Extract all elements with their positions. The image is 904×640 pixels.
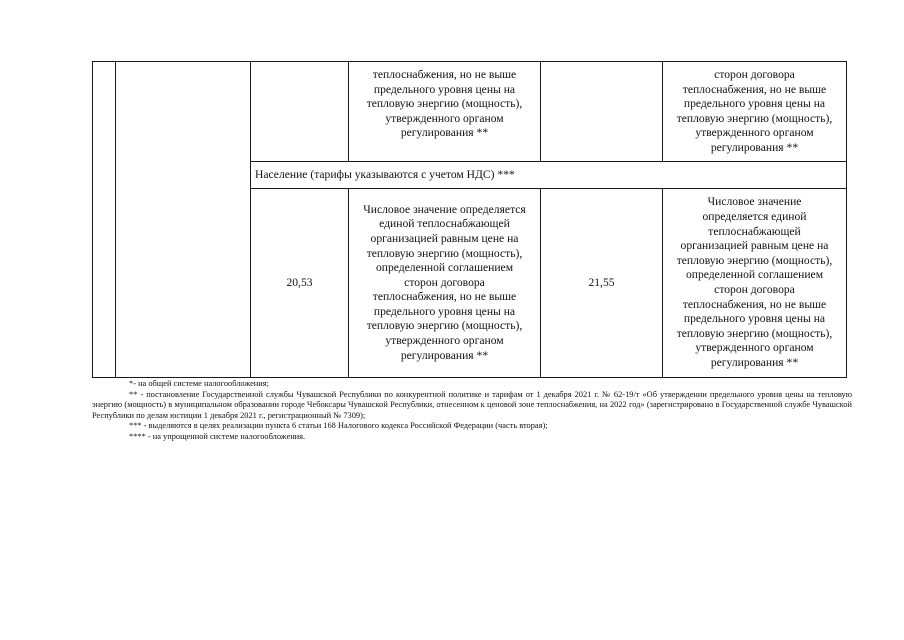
table-border-right — [846, 61, 847, 378]
section-header-population: Население (тарифы указываются с учетом НДС) *** — [255, 167, 515, 181]
row2-value-1: 20,53 — [286, 275, 313, 289]
row1-price-description-2: сторон договора теплоснабжения, но не выше предельного уровня цены на тепловую энергию (мощность), утвержденного органом регулирования ** — [676, 68, 833, 154]
table-divider — [540, 61, 541, 161]
table-border-bottom — [92, 377, 847, 378]
footnote-3: *** - выделяются в целях реализации пункта 6 статьи 168 Налогового кодекса Российской Федерации (часть вторая); — [129, 421, 548, 431]
row2-value-2: 21,55 — [588, 275, 615, 289]
footnote-2: ** - постановление Государственной службы Чувашской Республики по конкурентной политике и тарифам от 1 декабря 2021 г. № 62-19/т «Об утверждении предельного уровня цены на тепловую энергию (мощность) в муниципальном образовании городе Чебоксары Чувашской Республики, отнесенном к ценовой зоне теплоснабжения, на 2022 год» (зарегистрировано в Государственной службе Чувашской Республики по делам юстиции 1 декабря 2021 г., регистрационный № 7309); — [92, 389, 852, 420]
table-border-left — [92, 61, 93, 378]
row2-price-description-2: Числовое значение определяется единой теплоснабжающей организацией равным цене на тепловую энергию (мощность), определенной соглашением сторон договора теплоснабжения, но не выше предельного уровня цены на тепловую энергию (мощность), утвержденного органом регулирования ** — [676, 195, 833, 369]
row1-price-description: теплоснабжения, но не выше предельного уровня цены на тепловую энергию (мощность), утвержденного органом регулирования ** — [366, 68, 523, 140]
row2-price-description: Числовое значение определяется единой теплоснабжающей организацией равным цене на тепловую энергию (мощность), определенной соглашением сторон договора теплоснабжения, но не выше предельного уровня цены на тепловую энергию (мощность), утвержденного органом регулирования ** — [363, 202, 526, 362]
table-divider — [115, 61, 116, 378]
footnote-4: **** - на упрощенной системе налогообложения. — [129, 431, 306, 441]
footnote-1: *- на общей системе налогообложения; — [129, 379, 269, 388]
footnotes — [92, 379, 852, 443]
